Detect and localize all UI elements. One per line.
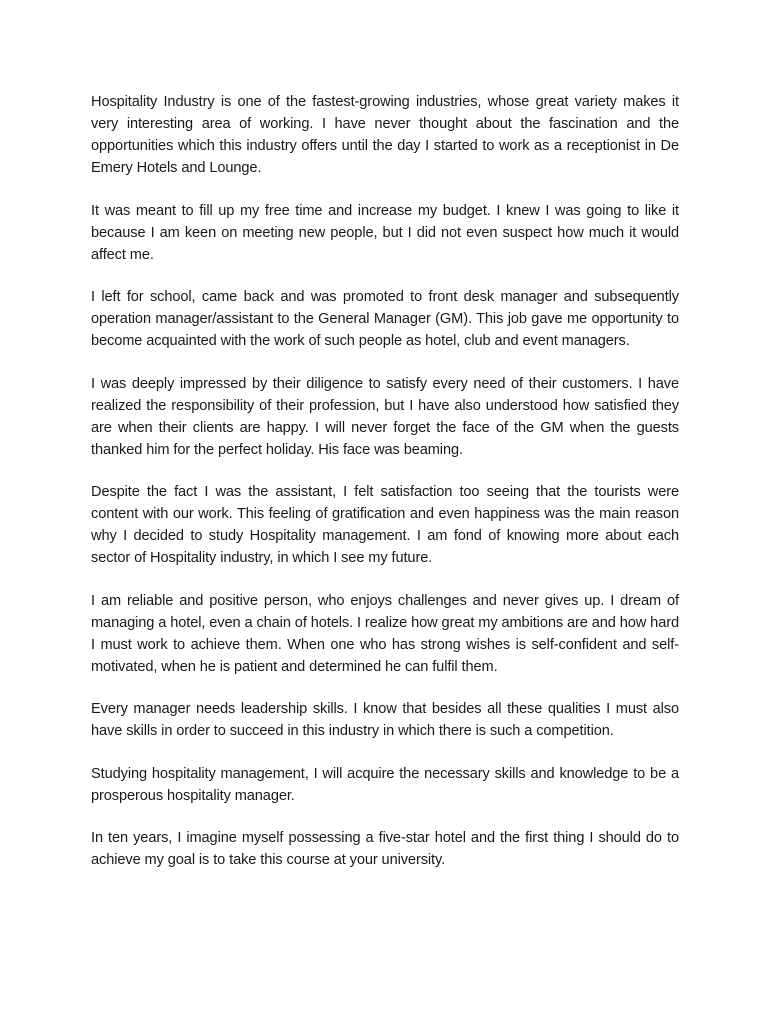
paragraph: Studying hospitality management, I will acquire the necessary skills and knowledge to be a prosperous hospitality manager. — [91, 765, 679, 804]
paragraph: I was deeply impressed by their diligence to satisfy every need of their customers. I have realized the responsibility of their profession, but I have also understood how satisfied they are when their clients are happy. I will never forget the face of the GM when the guests thanked him for the perfect holiday. His face was beaming. — [91, 375, 679, 458]
paragraph: Hospitality Industry is one of the fastest-growing industries, whose great variety makes it very interesting area of working. I have never thought about the fascination and the opportunities which this industry offers until the day I started to work as a receptionist in De Emery Hotels and Lounge. — [91, 94, 679, 176]
paragraph: I left for school, came back and was promoted to front desk manager and subsequently operation manager/assistant to the General Manager (GM). This job gave me opportunity to become acquainted with the work of such people as hotel, club and event managers. — [91, 289, 679, 349]
paragraph: I am reliable and positive person, who enjoys challenges and never gives up. I dream of managing a hotel, even a chain of hotels. I realize how great my ambitions are and how hard I must work to achieve them. When one who has strong wishes is self-confident and self-motivated, when he is patient and determined he can fulfil them. — [91, 592, 679, 675]
paragraph: It was meant to fill up my free time and increase my budget. I knew I was going to like it because I am keen on meeting new people, but I did not even suspect how much it would affect me. — [91, 202, 679, 263]
paragraph: Every manager needs leadership skills. I know that besides all these qualities I must also have skills in order to succeed in this industry in which there is such a competition. — [91, 701, 679, 739]
paragraph: In ten years, I imagine myself possessing a five-star hotel and the first thing I should do to achieve my goal is to take this course at your university. — [91, 830, 679, 868]
paragraph: Despite the fact I was the assistant, I felt satisfaction too seeing that the tourists were content with our work. This feeling of gratification and even happiness was the main reason why I decided to study Hospitality management. I am fond of knowing more about each sector of Hospitality industry, in which I see my future. — [91, 484, 679, 566]
document-body — [91, 91, 679, 871]
